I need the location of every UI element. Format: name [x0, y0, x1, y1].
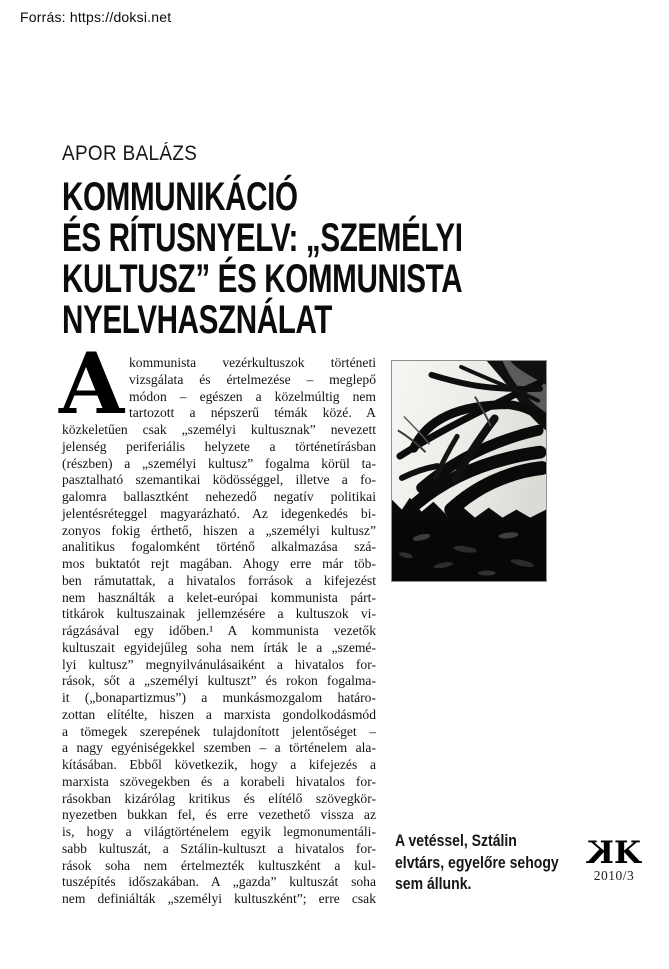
- stalin-sowing-photo: [391, 360, 547, 582]
- body-text-line: jelenség periferiális helyzete a történetírásban: [62, 438, 376, 454]
- body-text-line: is, hogy a világtörténelem egyik legmonumentáli-: [62, 824, 376, 839]
- body-text-line: (részben) a „személyi kultusz” fogalma körül ta-: [62, 455, 376, 471]
- body-text-line: a tömegek szerepének tulajdonított jelentőséget –: [62, 723, 376, 739]
- photo-caption-line: sem állunk.: [395, 875, 472, 893]
- source-url-line: Forrás: https://doksi.net: [20, 9, 172, 25]
- journal-logo-monogram: [591, 835, 637, 871]
- body-text-line: rások, sőt a „személyi kultuszt” és rokon fogalma-: [62, 673, 376, 689]
- body-text-line: sabb kultuszát, a Sztálin-kultuszt a hivatalos for-: [62, 840, 376, 856]
- body-text-line: zottan elítélte, hiszen a marxista gondolkodásmód: [62, 706, 376, 722]
- body-text-line: analitikus fogalomként történő alkalmazása szá-: [62, 539, 376, 555]
- article-title: [62, 177, 506, 341]
- journal-logo: [581, 835, 647, 883]
- body-text-line: a nagy egyéniségekkel szemben – a történelem ala-: [62, 740, 376, 756]
- body-text-line: jelentésréteggel magyarázható. Az idegenkedés bi-: [62, 505, 376, 521]
- body-text-line: kommunista vezérkultuszok történeti: [129, 355, 376, 370]
- body-text-line: marxista szövegekben és a korabeli hivatalos for-: [62, 773, 376, 789]
- body-text-line: tuszépítés időszakában. A „gazda” kultuszát soha: [62, 874, 376, 890]
- photo-caption: [395, 831, 565, 896]
- body-text-line: tartozott a népszerű témák közé. A: [129, 405, 376, 421]
- body-text-line: nem használták a kelet-európai kommunista párt-: [62, 589, 376, 605]
- drop-cap: [59, 334, 129, 433]
- body-text-line: pasztalható szemantikai ködösséggel, illetve a fo-: [62, 472, 376, 488]
- body-text-line: mos buktatót rejt magában. Ahogy erre már töb-: [62, 556, 376, 571]
- article-title-line: ÉS RÍTUSNYELV: „SZEMÉLYI: [62, 216, 463, 260]
- article-title-line: KOMMUNIKÁCIÓ: [62, 175, 298, 219]
- body-text-line: rágzásával egy időben.¹ A kommunista vezetők: [62, 623, 376, 638]
- article-paragraph: [62, 355, 376, 908]
- article-body-column: [59, 334, 376, 908]
- logo-letter-k: K: [614, 835, 637, 871]
- body-text-line: nem definiálták „személyi kultuszként”; erre csak: [62, 891, 376, 906]
- body-text-line: kultuszait egyidejűleg soha nem írták le a „szemé-: [62, 639, 376, 655]
- journal-issue-number: 2010/3: [593, 868, 635, 883]
- body-text-line: ben rámutattak, a hivatalos források a kifejezést: [62, 572, 376, 588]
- drop-cap-letter: A: [59, 334, 125, 433]
- photo-illustration: [392, 361, 546, 581]
- body-text-line: kításában. Ebből következik, hogy a kifejezés a: [62, 757, 376, 772]
- body-text-line: galomra ballasztként nehezedő negatív politikai: [62, 489, 376, 504]
- article-title-line: KULTUSZ” ÉS KOMMUNISTA: [62, 257, 463, 301]
- body-text-line: lyi kultusz” megnyilvánulásaiként a hivatalos for-: [62, 656, 376, 672]
- body-text-line: titkárok kultuszainak jellemzésére a kultuszok vi-: [62, 606, 376, 622]
- photo-caption-line: A vetéssel, Sztálin: [395, 832, 517, 850]
- body-text-line: zonyos fokig érthető, hiszen a „személyi kultusz”: [62, 522, 376, 538]
- article-title-line: NYELVHASZNÁLAT: [62, 298, 332, 342]
- body-text-line: közkeletűen csak „személyi kultusznak” nevezett: [62, 422, 376, 437]
- body-text-line: vizsgálata és értelmezése – meglepő: [129, 371, 376, 387]
- body-text-line: nyezetben bukkan fel, és erre vezethető vissza az: [62, 807, 376, 823]
- logo-letter-mirrored-k: K: [591, 835, 614, 871]
- body-text-line: rásokban kizárólag kritikus és elítélő szövegkör-: [62, 790, 376, 806]
- article-author: APOR BALÁZS: [62, 142, 198, 165]
- photo-caption-line: elvtárs, egyelőre sehogy: [395, 853, 559, 872]
- body-text-line: módon – egészen a közelmúltig nem: [129, 388, 376, 404]
- body-text-line: it („bonapartizmus”) a munkásmozgalom határo-: [62, 690, 376, 705]
- body-text-line: rások soha nem értelmezték kultuszként a kul-: [62, 857, 376, 873]
